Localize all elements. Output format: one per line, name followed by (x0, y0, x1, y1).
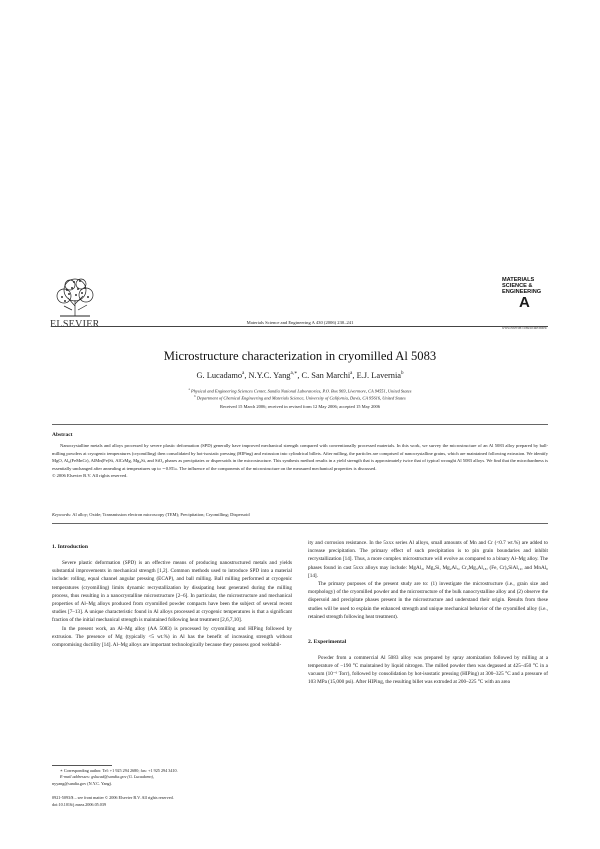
divider (52, 523, 548, 524)
journal-logo (502, 277, 554, 330)
paragraph: The primary purposes of the present study are to: (1) investigate the microstructure (i.e., grain size and morphology) of the cryomilled powder and the microstructure of the bulk nanocrystalline alloy and (2) observe the dispersoid and precipitate phases present in the microstructure and understand their origin. Results from these studies will be used to explain the enhanced strength and unique mechanical behavior of the cryomilled alloy (i.e., retained strength following heat treatment). (308, 580, 548, 620)
author-affil-marker: b (401, 371, 404, 376)
elsevier-tree-logo (52, 276, 98, 318)
email-addresses: E-mail addresses: gslucad@sandia.gov (G. Lucadamo), (60, 774, 155, 779)
doi[interactable]: doi:10.1016/j.msea.2006.05.039 (52, 802, 107, 807)
affiliation (0, 387, 600, 393)
paragraph: ity and corrosion resistance. In the 5xxx series Al alloys, small amounts of Mn and Cr (<0.7 wt.%) are added to increase precipitation. The primary effect of such precipitation is to pin grain boundaries and inhibit recrystallization [14]. Thus, a more complex microstructure will evolve as compared to a binary Al–Mg alloy. The phases found in cast 5xxx alloys may include: MgAl₂, Mg₂Si, Mg₂Al₃, Cr₂Mg₃Al₁₈, (Fe, Cr)₃SiAl₁₂, and MnAl₆ [14]. (308, 540, 548, 579)
corresponding-author-note: ∗ Corresponding author. Tel: +1 925 294 2680; fax: +1 925 294 3410. (60, 768, 178, 773)
journal-logo-line: MATERIALS (502, 277, 535, 283)
affiliation-text: Department of Chemical Engineering and Materials Science, University of California, Davis, CA 95616, United States (196, 395, 406, 401)
keywords-label: Keywords: (52, 512, 72, 517)
footnote-divider (52, 765, 112, 766)
author-affil-marker: a,∗ (290, 371, 298, 376)
email-addresses-cont[interactable]: nyyang@sandia.gov (N.Y.C. Yang). (52, 781, 113, 786)
section-heading: 1. Introduction (52, 544, 88, 550)
author-name: G. Lucadamo (196, 370, 243, 380)
abstract-body (52, 442, 548, 480)
abstract-heading: Abstract (52, 432, 73, 438)
journal-logo-letter: A (519, 294, 530, 311)
left-column (52, 539, 292, 649)
author-affil-marker: a (242, 371, 245, 376)
header-divider (52, 326, 548, 327)
author-name: C. San Marchi (301, 370, 351, 380)
keywords-list: Al alloy; Oxide; Transmission electron microscopy (TEM); Precipitation; Cryomilling; Dispersoid (72, 512, 250, 517)
affiliation-text: Physical and Engineering Sciences Center, Sandia National Laboratories, P.O. Box 969, Livermore, CA 94551, United States (191, 388, 412, 394)
author-affil-marker: a (350, 371, 353, 376)
publisher-name: ELSEVIER (50, 319, 100, 330)
divider (52, 424, 548, 425)
affiliation-marker: a (188, 387, 190, 391)
affiliation-marker: b (194, 394, 196, 398)
keywords (52, 512, 250, 517)
paragraph: Powder from a commercial Al 5083 alloy was prepared by spray atomization followed by milling at a temperature of −190 °C maintained by liquid nitrogen. The milled powder then was degassed at 425–450 °C in a vacuum (10⁻⁶ Torr), followed by consolidation by hot-isostatic pressing (HIPing) at 300–325 °C and a pressure of 103 MPa (15,000 psi). After HIPing, the resulting billet was extruded at 200–225 °C with an area (308, 654, 548, 686)
paragraph: In the present work, an Al–Mg alloy (AA 5083) is processed by cryomilling and HIPing followed by extrusion. The presence of Mg (typically <5 wt.%) in Al has the benefit of increasing strength without compromising ductility [14]. Al–Mg alloys are important technologically because they possess good weldabil- (52, 625, 292, 648)
author-list: G. Lucadamo$^a$, N.Y.C. Yang$^{a,∗}$, C. San Marchi$^a$, E.J. Lavernia$^b$ (196, 370, 404, 380)
right-column (308, 539, 548, 687)
author-name: E.J. Lavernia (356, 370, 401, 380)
affiliation (0, 394, 600, 400)
issn-line: 0921-5093/$ – see front matter © 2006 Elsevier B.V. All rights reserved. (52, 795, 174, 800)
journal-logo-line: ENGINEERING (502, 289, 542, 295)
journal-reference: Materials Science and Engineering A 430 (2006) 230–241 (246, 320, 354, 325)
section-heading: 2. Experimental (308, 638, 347, 645)
journal-url[interactable]: www.elsevier.com/locate/msea (502, 326, 547, 330)
received-dates: Received 15 March 2006; received in revised form 12 May 2006; accepted 15 May 2006 (220, 404, 380, 409)
author-name: N.Y.C. Yang (248, 370, 291, 380)
paragraph: Severe plastic deformation (SPD) is an effective means of producing nanostructured metals and yields substantial improvements in mechanical strength [1,2]. Common methods used to introduce SPD into a material include: rolling, equal channel angular pressing (ECAP), and ball milling. Ball milling performed at cryogenic temperatures (cryomilling) limits dynamic recrystallization by dissipating heat generated during the milling process, thus resulting in a nanocrystalline microstructure [2–6]. In particular, the microstructure and mechanical properties of Al–Mg alloys produced from cryomilled powder compacts have been the subject of several recent studies [7–13]. A unique characteristic found in Al alloys processed at cryogenic temperatures is that a significant fraction of the initial mechanical strength is maintained following heat treatment [2,6,7,10]. (52, 560, 292, 624)
copyright: © 2006 Elsevier B.V. All rights reserved. (52, 473, 128, 479)
abstract-text: Nanocrystalline metals and alloys processed by severe plastic deformation (SPD) generally have improved mechanical strength compared with conventionally processed materials. In this work, we survey the microstructure of an Al 5083 alloy prepared by ball-milling powders at cryogenic temperatures (cryomilling) then consolidated by hot-isostatic pressing (HIPing) and extrusion into cylindrical billets. After milling, the particles are comprised of nanocrystalline grains, which are maintained following extrusion. We identify MgO, Al₆(FeMnCr), AlMn(Fe)Si, AlCrMg, Mg₂Si, and SiO₂ phases as precipitates or dispersoids in the microstructure. This synthesis method results in a yield strength that is approximately twice that of typical wrought Al 5083 alloys. We find that the microhardness is essentially unchanged after annealing at temperatures up to ∼0.8Tₘ. The influence of the components of the microstructure on the measured mechanical properties is discussed. (52, 443, 548, 471)
journal-logo-line: SCIENCE & (502, 283, 533, 289)
article-title: Microstructure characterization in cryomilled Al 5083 (163, 349, 437, 363)
